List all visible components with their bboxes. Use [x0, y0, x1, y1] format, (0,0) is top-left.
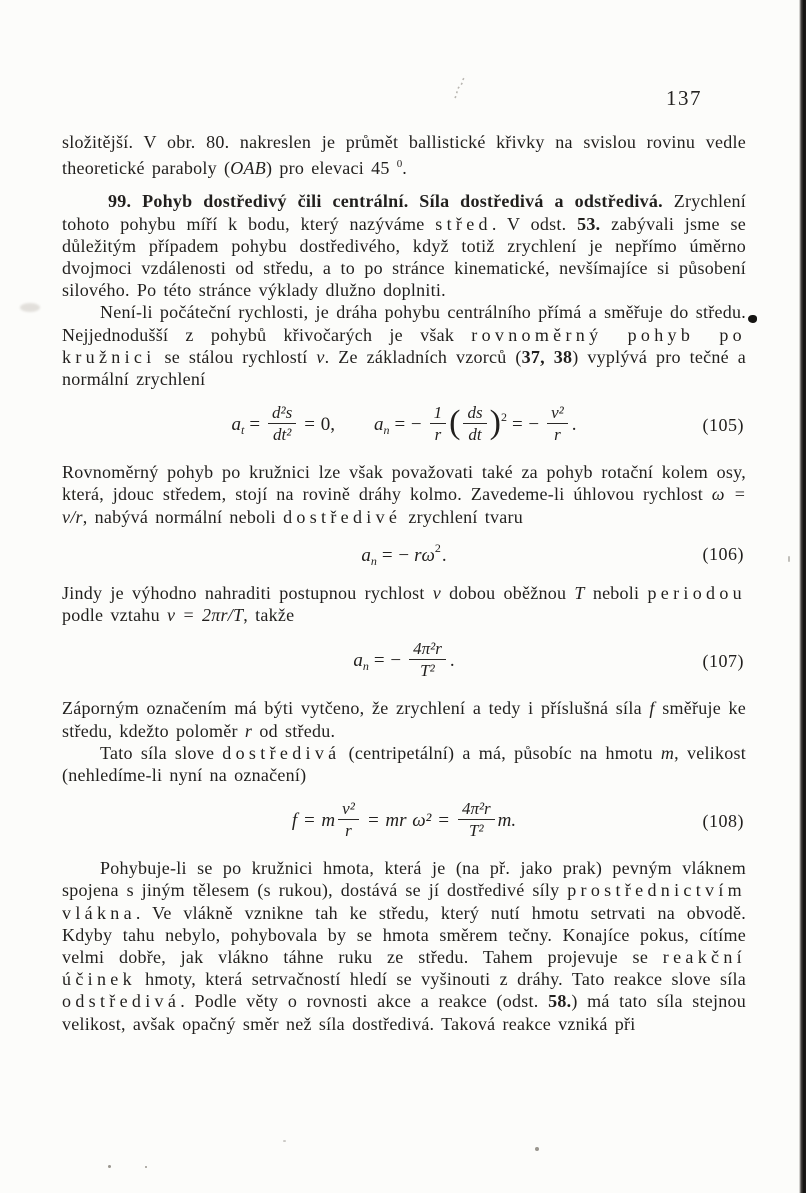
page-number: 137	[666, 86, 702, 110]
math-operator: = −	[381, 544, 410, 566]
math-term: .	[571, 413, 577, 435]
page-body	[62, 131, 746, 1035]
section-heading: 99. Pohyb dostředivý čili centrální. Síla dostředivá a odstředivá.	[108, 191, 663, 212]
text-run: zabývali jsme se důležitým případem pohybu dostředivého, když totiž zrychlení je nepřímo úměrno dvojmoci vzdálenosti od středu, a to po stránce kinematické, nevšímajíce si působení silového. Po této stránce výklady dlužno doplniti.	[62, 213, 746, 301]
text-run: . Podle věty o rovnosti akce a reakce (odst.	[180, 991, 549, 1012]
text-run: ) má tato síla stejnou velikost, avšak opačný směr než síla dostředivá. Taková reakce vzniká při	[62, 991, 746, 1034]
equation-number: (105)	[702, 415, 744, 436]
text-run: (centripetální) a má, působíc na hmotu	[340, 742, 661, 763]
math-term: .	[441, 544, 447, 566]
equation-106	[62, 537, 746, 572]
math-superscript: 2	[434, 540, 441, 555]
equation-number: (107)	[702, 651, 744, 672]
text-run: T	[574, 583, 585, 604]
math-term: a	[353, 649, 363, 671]
math-term: a	[231, 413, 241, 435]
numerator: ds	[463, 403, 486, 424]
denominator: dt²	[272, 424, 292, 444]
left-paren: (	[449, 404, 461, 442]
text-run: , nabývá normální neboli	[82, 506, 284, 527]
math-expression	[291, 798, 517, 842]
text-run: zrychlení tvaru	[401, 506, 523, 527]
text-run: Není-li počáteční rychlosti, je dráha pohybu centrálního přímá a směřuje do středu. Nejjednodušší z pohybů křivočarých je však	[62, 302, 746, 345]
paragraph-section-99	[62, 190, 746, 301]
text-run: směřuje ke středu, kdežto poloměr	[62, 698, 746, 741]
text-run: OAB	[230, 158, 266, 179]
math-operator: = −	[394, 413, 422, 435]
denominator: r	[554, 424, 561, 444]
numerator: 4π²r	[458, 799, 495, 820]
math-term: rω	[414, 544, 435, 566]
ink-speck	[283, 1140, 286, 1142]
numerator: 1	[430, 403, 447, 424]
paragraph-uniform-circular-motion	[62, 301, 746, 390]
numerator: v²	[547, 403, 568, 424]
fraction	[268, 403, 296, 444]
text-run: 53.	[577, 213, 601, 234]
fraction	[547, 403, 568, 444]
paragraph-rotation-about-axis	[62, 461, 746, 528]
denominator: r	[345, 820, 352, 840]
numerator: d²s	[268, 403, 296, 424]
text-run: . V odst.	[491, 213, 578, 234]
ink-speck	[145, 1166, 147, 1168]
numerator: v²	[338, 799, 359, 820]
math-expression	[231, 402, 577, 446]
paragraph-period	[62, 582, 746, 626]
text-run: , velikost (nehledíme-li nyní na označení)	[62, 742, 746, 786]
denominator: T²	[469, 820, 484, 840]
fraction	[338, 799, 359, 840]
fraction	[458, 799, 495, 840]
math-operator: = −	[373, 649, 402, 671]
equation-number: (106)	[702, 544, 744, 565]
ink-dot	[748, 315, 757, 323]
text-run: 37, 38	[521, 346, 573, 367]
ink-speck	[108, 1165, 111, 1168]
math-operator: = mr ω² =	[366, 809, 450, 831]
math-operator: = −	[511, 413, 540, 435]
text-run: 58.	[548, 991, 572, 1012]
math-subscript: n	[370, 553, 377, 568]
equation-107	[62, 635, 746, 687]
text-run: . Ve vlákně vznikne tah ke středu, který nutí hmotu setrvati na obvodě. Kdyby tahu nebylo, pohybovala by se hmota směrem tečny. Konajíce pokus, cítíme velmi dobře, jak vlákno táhne ruku ze středu. Tahem projevuje se	[62, 902, 746, 968]
smudge-mark	[20, 303, 40, 312]
text-run: Zrychlení tohoto pohybu míří k bodu, který nazýváme	[62, 191, 746, 234]
emphasized-term: reakční účinek	[62, 947, 746, 990]
math-term: a	[361, 544, 371, 566]
text-run: r	[244, 720, 253, 741]
paragraph-negative-sign	[62, 697, 746, 741]
emphasized-term: rovnoměrný pohyb po kružnici	[62, 324, 746, 367]
math-subscript: n	[383, 422, 390, 437]
text-run: v	[316, 346, 325, 367]
text-run: v = 2πr/T	[167, 605, 244, 626]
math-operator: = 0,	[304, 413, 335, 435]
right-paren: )	[489, 404, 501, 442]
paragraph-ballistic-curve	[62, 131, 746, 179]
text-run: f	[649, 698, 655, 719]
text-run: od středu.	[252, 720, 336, 741]
degree-superscript: 0	[396, 158, 403, 171]
math-superscript: 2	[500, 409, 507, 424]
emphasized-term: odstředivá	[62, 991, 181, 1012]
text-run: Rovnoměrný pohyb po kružnici lze však považovati také za pohyb rotační kolem osy, která, jdouc středem, stojí na rovině dráhy kolmo. Zavedeme-li úhlovou rychlost	[62, 462, 746, 505]
paragraph-sling-example	[62, 857, 746, 1035]
denominator: T²	[420, 660, 435, 680]
text-run: složitější. V obr. 80. nakreslen je průmět ballistické křivky na svislou rovinu vedle theoretické paraboly (	[62, 132, 746, 179]
text-run: ω = v/r	[62, 484, 746, 527]
ink-speck	[788, 556, 790, 562]
text-run: Tato síla slove	[100, 742, 223, 763]
text-run: . Ze základních vzorců (	[324, 346, 522, 367]
equation-105	[62, 399, 746, 451]
emphasized-term: dostředivé	[283, 506, 402, 527]
numerator: 4π²r	[409, 639, 446, 660]
text-run: dobou oběžnou	[441, 583, 575, 604]
text-run: podle vztahu	[62, 605, 168, 626]
text-run: v	[432, 583, 442, 604]
text-run: se stálou rychlostí	[155, 346, 317, 367]
text-run: Záporným označením má býti vytčeno, že zrychlení a tedy i příslušná síla	[62, 698, 650, 719]
text-run: , takže	[243, 605, 295, 626]
math-term: f = m	[291, 809, 336, 831]
text-run: Pohybuje-li se po kružnici hmota, která je (na př. jako prak) pevným vláknem spojena s jiným tělesem (s rukou), dostává se jí dostředivé síly	[62, 858, 746, 901]
text-run: ) vyplývá pro tečné a normální zrychlení	[62, 346, 747, 390]
scan-edge-shadow	[799, 0, 806, 1193]
math-term: a	[373, 413, 384, 435]
emphasized-term: periodou	[647, 583, 746, 604]
emphasized-term: dostředivá	[222, 742, 341, 763]
text-run: ) pro elevaci 45	[265, 158, 397, 179]
denominator: r	[434, 424, 442, 444]
text-run: .	[402, 158, 408, 179]
paragraph-centripetal-force	[62, 742, 746, 786]
math-subscript: n	[362, 658, 369, 673]
math-operator: =	[249, 413, 261, 435]
ink-speck	[535, 1147, 539, 1151]
denominator: dt	[468, 424, 482, 444]
emphasized-term: prostřednictvím vlákna	[62, 880, 746, 923]
math-expression	[353, 638, 455, 682]
pencil-mark	[452, 74, 470, 105]
text-run: hmoty, která setrvačností hledí se vyšinouti z dráhy. Tato reakce slove síla	[135, 969, 746, 990]
text-run: neboli	[584, 583, 648, 604]
equation-number: (108)	[702, 811, 744, 832]
math-term: m.	[497, 809, 517, 831]
text-run: m	[660, 742, 675, 763]
math-term: .	[449, 649, 455, 671]
text-run: Jindy je výhodno nahraditi postupnou rychlost	[62, 583, 433, 604]
emphasized-term: střed	[435, 213, 492, 234]
equation-108	[62, 795, 746, 847]
math-subscript: t	[240, 422, 245, 437]
fraction	[409, 639, 446, 680]
math-expression	[361, 540, 447, 568]
fraction	[463, 403, 486, 444]
fraction	[430, 403, 447, 444]
